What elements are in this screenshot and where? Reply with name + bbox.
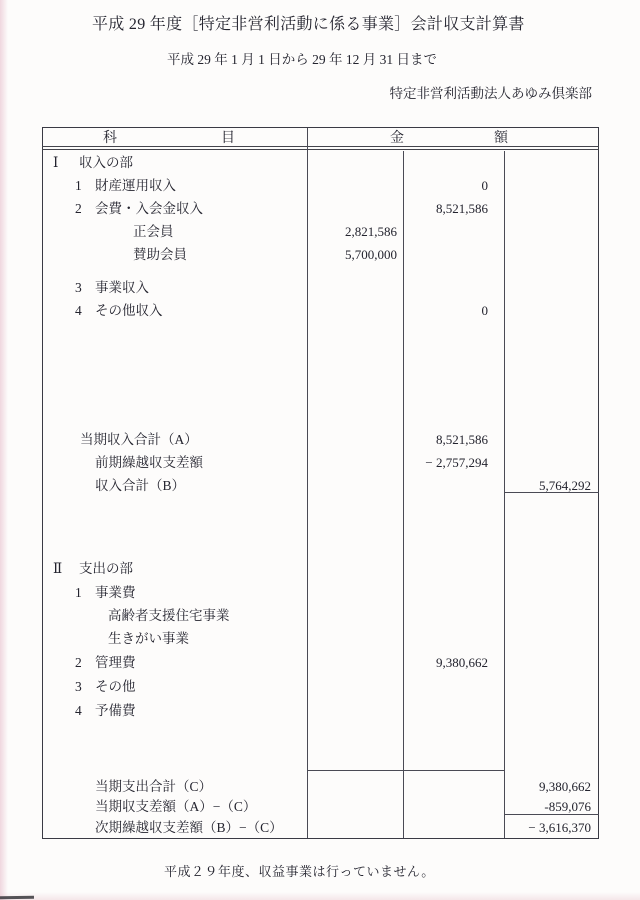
row-num: 3 xyxy=(75,679,82,694)
row-amount: 0 xyxy=(481,178,488,193)
row-num: 3 xyxy=(75,280,82,295)
row-previous-carryover-balance xyxy=(0,453,640,473)
row-num: Ⅰ xyxy=(53,155,59,170)
row-amount: -859,076 xyxy=(544,799,591,814)
row-ikigai-project xyxy=(0,629,640,649)
row-amount: 0 xyxy=(481,303,488,318)
row-other-income xyxy=(0,301,640,321)
row-label: その他 xyxy=(95,679,136,694)
row-label: 次期繰越収支差額（B）−（C） xyxy=(95,820,283,835)
row-label: 会費・入会金収入 xyxy=(95,201,203,216)
row-amount: 9,380,662 xyxy=(436,655,488,670)
row-current-balance-a-minus-c xyxy=(0,797,640,817)
row-income-total-b xyxy=(0,476,640,496)
header-double-rule xyxy=(42,146,599,150)
row-num: 1 xyxy=(75,585,82,600)
row-section-expenses xyxy=(0,559,640,579)
row-membership-fee-income xyxy=(0,199,640,219)
header-amount-col: 額 xyxy=(494,131,508,146)
row-label: 当期収支差額（A）−（C） xyxy=(95,799,257,814)
row-amount: 2,821,586 xyxy=(345,224,397,239)
row-label: 生きがい事業 xyxy=(108,631,189,646)
row-label: 当期支出合計（C） xyxy=(95,779,213,794)
scan-edge-tint-bottom xyxy=(0,892,640,900)
row-num: 2 xyxy=(75,655,82,670)
scan-artifact xyxy=(0,896,34,900)
row-current-expenses-total-c xyxy=(0,777,640,797)
row-regular-members xyxy=(0,222,640,242)
row-label: 支出の部 xyxy=(79,561,133,576)
row-label: 財産運用収入 xyxy=(95,178,176,193)
row-business-expenses xyxy=(0,583,640,603)
row-label: 正会員 xyxy=(133,224,174,239)
row-label: 管理費 xyxy=(95,655,136,670)
row-reserve-fund xyxy=(0,701,640,721)
row-num: Ⅱ xyxy=(53,561,63,576)
row-amount: − 3,616,370 xyxy=(528,820,591,835)
row-label: 当期収入合計（A） xyxy=(80,432,198,447)
row-amount: 8,521,586 xyxy=(436,201,488,216)
row-amount: 5,700,000 xyxy=(345,247,397,262)
row-property-investment-income xyxy=(0,176,640,196)
row-label: 事業収入 xyxy=(95,280,149,295)
row-elderly-housing-support-project xyxy=(0,606,640,626)
row-label: 収入の部 xyxy=(79,155,133,170)
row-section-income xyxy=(0,153,640,173)
row-label: その他収入 xyxy=(95,303,163,318)
row-num: 4 xyxy=(75,703,82,718)
row-num: 2 xyxy=(75,201,82,216)
row-label: 賛助会員 xyxy=(133,247,187,262)
row-num: 1 xyxy=(75,178,82,193)
footnote: 平成２９年度、収益事業は行っていません。 xyxy=(164,864,435,879)
row-amount: 8,521,586 xyxy=(436,432,488,447)
organization-name: 特定非営利活動法人あゆみ倶楽部 xyxy=(389,86,592,101)
header-amount-col: 金 xyxy=(390,131,404,146)
accounting-period: 平成 29 年 1 月 1 日から 29 年 12 月 31 日まで xyxy=(167,52,437,67)
row-amount: 9,380,662 xyxy=(539,779,591,794)
row-next-carryover-balance-b-minus-c xyxy=(0,818,640,838)
row-current-income-total-a xyxy=(0,430,640,450)
row-business-income xyxy=(0,278,640,298)
row-label: 収入合計（B） xyxy=(95,478,186,493)
row-label: 事業費 xyxy=(95,585,136,600)
header-subject-col: 科 xyxy=(103,131,117,146)
row-num: 4 xyxy=(75,303,82,318)
row-administrative-expenses xyxy=(0,653,640,673)
header-subject-col: 目 xyxy=(221,131,235,146)
row-label: 前期繰越収支差額 xyxy=(95,455,203,470)
scan-edge-tint xyxy=(0,0,8,900)
row-amount: − 2,757,294 xyxy=(425,455,488,470)
row-supporting-members xyxy=(0,245,640,265)
document-title: 平成 29 年度［特定非営利活動に係る事業］会計収支計算書 xyxy=(92,16,525,33)
row-label: 予備費 xyxy=(95,703,136,718)
row-amount: 5,764,292 xyxy=(539,478,591,493)
row-other-expenses xyxy=(0,677,640,697)
rule-above-expense-total xyxy=(307,770,504,771)
row-label: 高齢者支援住宅事業 xyxy=(108,608,230,623)
